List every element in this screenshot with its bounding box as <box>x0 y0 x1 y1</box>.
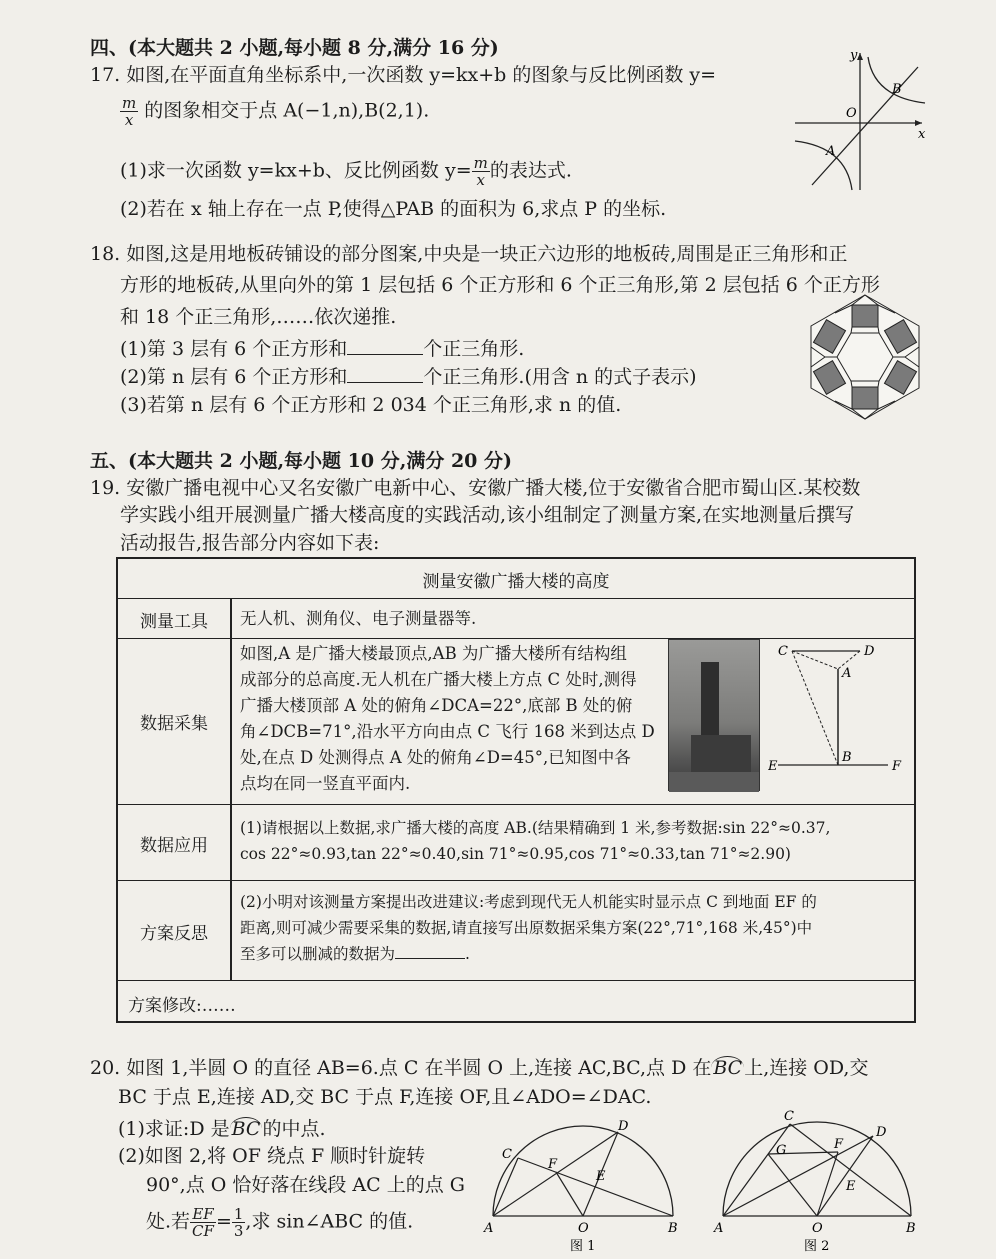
frac-den: CF <box>192 1222 214 1240</box>
label-b: B <box>906 1221 916 1236</box>
tools-label: 测量工具 <box>140 612 208 632</box>
segment-od <box>817 1136 873 1216</box>
collect-line: 如图,A 是广播大楼最顶点,AB 为广播大楼所有结构组 <box>240 644 627 663</box>
label-f: F <box>834 1137 844 1152</box>
q19-report-table <box>116 557 916 1023</box>
label-f: F <box>892 759 902 774</box>
photo-water <box>669 772 759 792</box>
frac-num: m <box>122 94 137 112</box>
frac-num: 1 <box>233 1205 244 1223</box>
reflect-line-last <box>240 941 817 967</box>
label-b: B <box>668 1221 678 1236</box>
q20-p2-pre: 处.若 <box>146 1210 191 1233</box>
label-a: A <box>842 666 852 681</box>
q18-p1-post: 个正三角形. <box>423 338 525 360</box>
table-row-modify <box>118 981 914 1023</box>
q20-line1-post: 上,连接 OD,交 <box>744 1057 869 1079</box>
frac-num: m <box>473 154 488 172</box>
q18-p2-post: 个正三角形.(用含 n 的式子表示) <box>423 366 697 388</box>
apply-line: (1)请根据以上数据,求广播大楼的高度 AB.(结果精确到 1 米,参考数据:sin 22°≈0.37, <box>240 819 831 837</box>
reflect-line: 距离,则可减少需要采集的数据,请直接写出原数据采集方案(22°,71°,168 米,45°)中 <box>240 919 813 937</box>
segment-ad <box>723 1136 873 1216</box>
q20-part2-l3 <box>146 1206 413 1239</box>
segment-ca <box>792 651 838 669</box>
q17-line1: 17. 如图,在平面直角坐标系中,一次函数 y=kx+b 的图象与反比例函数 y= <box>90 64 717 86</box>
segment-of <box>556 1172 583 1216</box>
q20-line1 <box>90 1055 868 1081</box>
apply-line: cos 22°≈0.93,tan 22°≈0.40,sin 71°≈0.95,cos 71°≈0.33,tan 71°≈2.90) <box>240 845 791 863</box>
q20-frac-ef-cf <box>190 1206 216 1239</box>
q17-fraction <box>120 95 138 128</box>
tile-square <box>852 305 878 327</box>
collect-label: 数据采集 <box>140 714 208 734</box>
q17-p1-post: 的表达式. <box>489 159 572 182</box>
label-e: E <box>846 1179 856 1194</box>
q18-part2 <box>120 364 697 390</box>
table-row-reflect <box>118 881 914 981</box>
q18-line2: 方形的地板砖,从里向外的第 1 层包括 6 个正方形和 6 个正三角形,第 2 层包括 6 个正方形 <box>120 274 880 296</box>
label-f: F <box>548 1157 558 1172</box>
apply-label: 数据应用 <box>140 836 208 856</box>
q20-part2-l2: 90°,点 O 恰好落在线段 AC 上的点 G <box>146 1174 465 1196</box>
label-e: E <box>596 1169 606 1184</box>
table-title-row <box>118 559 914 599</box>
tile-square <box>852 387 878 409</box>
col-divider <box>230 881 232 981</box>
label-b: B <box>842 750 852 765</box>
reflect-line: 至多可以删减的数据为 <box>240 945 396 963</box>
section-4-header: 四、(本大题共 2 小题,每小题 8 分,满分 16 分) <box>90 37 499 59</box>
q20-arc-bc: BC <box>713 1057 743 1079</box>
q18-line1: 18. 如图,这是用地板砖铺设的部分图案,中央是一块正六边形的地板砖,周围是正三角形和正 <box>90 243 848 265</box>
label-a: A <box>826 144 836 159</box>
reflect-label: 方案反思 <box>140 924 208 944</box>
apply-text <box>240 815 830 867</box>
label-a: A <box>484 1221 494 1236</box>
q20-figure-2 <box>708 1100 918 1252</box>
q20-p1-post: 的中点. <box>262 1118 326 1140</box>
label-c: C <box>784 1109 794 1124</box>
q20-line2: BC 于点 E,连接 AD,交 BC 于点 F,连接 OF,且∠ADO=∠DAC. <box>118 1086 652 1108</box>
collect-text <box>240 641 655 797</box>
frac-den: x <box>124 111 134 129</box>
x-arrow-icon <box>915 120 922 126</box>
collect-line: 角∠DCB=71°,沿水平方向由点 C 飞行 168 米到达点 D <box>240 722 655 741</box>
figure-2-caption: 图 2 <box>804 1239 830 1252</box>
label-o: O <box>846 106 857 121</box>
q18-p2-pre: (2)第 n 层有 6 个正方形和 <box>120 366 348 388</box>
label-o: O <box>578 1221 589 1236</box>
y-arrow-icon <box>857 53 863 60</box>
q17-line2-text: 的图象相交于点 A(−1,n),B(2,1). <box>144 99 430 122</box>
q20-part2-l1: (2)如图 2,将 OF 绕点 F 顺时针旋转 <box>118 1145 426 1167</box>
q18-part1 <box>120 336 524 362</box>
hyperbola-q3 <box>795 141 852 190</box>
collect-line: 处,在点 D 处测得点 A 处的俯角∠D=45°,已知图中各 <box>240 748 631 767</box>
collect-line: 广播大楼顶部 A 处的俯角∠DCA=22°,底部 B 处的俯 <box>240 696 633 715</box>
q18-line3: 和 18 个正三角形,……依次递推. <box>120 306 397 328</box>
building-photo <box>668 639 760 791</box>
tools-value: 无人机、测角仪、电子测量器等. <box>240 609 477 628</box>
figure-1-caption: 图 1 <box>570 1239 596 1252</box>
label-d: D <box>864 644 875 659</box>
q20-line1-text: 20. 如图 1,半圆 O 的直径 AB=6.点 C 在半圆 O 上,连接 AC,BC,点 D 在 <box>90 1057 712 1079</box>
q20-frac-1-3 <box>232 1206 246 1239</box>
table-row-tools <box>118 599 914 639</box>
segment-go <box>768 1154 817 1216</box>
segment-of <box>817 1152 838 1216</box>
q18-tiling-figure <box>800 292 930 422</box>
q18-part3: (3)若第 n 层有 6 个正方形和 2 034 个正三角形,求 n 的值. <box>120 394 622 416</box>
table-title: 测量安徽广播大楼的高度 <box>422 572 610 592</box>
label-d: D <box>618 1119 629 1134</box>
q17-p1-fraction <box>472 155 490 188</box>
q18-p1-blank <box>347 337 423 355</box>
q17-part2: (2)若在 x 轴上存在一点 P,使得△PAB 的面积为 6,求点 P 的坐标. <box>120 198 667 220</box>
q19-line3: 活动报告,报告部分内容如下表: <box>120 532 380 554</box>
q19-line2: 学实践小组开展测量广播大楼高度的实践活动,该小组制定了测量方案,在实地测量后撰写 <box>120 504 855 526</box>
collect-line: 点均在同一竖直平面内. <box>240 774 411 793</box>
q18-p2-blank <box>347 365 423 383</box>
q20-arc-bc: BC <box>231 1118 261 1140</box>
label-o: O <box>812 1221 823 1236</box>
label-c: C <box>778 644 788 659</box>
q19-figure <box>768 639 914 805</box>
label-c: C <box>502 1147 512 1162</box>
frac-num: EF <box>190 1206 216 1223</box>
q17-p1-pre: (1)求一次函数 y=kx+b、反比例函数 y= <box>120 159 472 182</box>
col-divider <box>230 805 232 881</box>
collect-line: 成部分的总高度.无人机在广播大楼上方点 C 处时,测得 <box>240 670 637 689</box>
line-kx-b <box>812 67 918 185</box>
photo-building <box>691 735 751 775</box>
frac-den: 3 <box>233 1222 244 1240</box>
label-d: D <box>876 1125 887 1140</box>
label-y: y <box>850 48 858 63</box>
semicircle <box>493 1126 673 1216</box>
q19-line1: 19. 安徽广播电视中心又名安徽广电新中心、安徽广播大楼,位于安徽省合肥市蜀山区.某校数 <box>90 477 861 499</box>
label-x: x <box>918 127 926 142</box>
col-divider <box>230 639 232 805</box>
label-e: E <box>768 759 778 774</box>
reflect-line: (2)小明对该测量方案提出改进建议:考虑到现代无人机能实时显示点 C 到地面 EF 的 <box>240 893 817 911</box>
q17-part1 <box>120 155 572 188</box>
reflect-end: . <box>465 945 470 963</box>
q20-p2-post: ,求 sin∠ABC 的值. <box>245 1210 414 1233</box>
q20-figure-1 <box>478 1100 688 1252</box>
reflect-text <box>240 889 817 967</box>
q17-line2 <box>120 95 429 128</box>
label-g: G <box>776 1143 787 1158</box>
label-a: A <box>714 1221 724 1236</box>
q17-figure <box>790 45 935 195</box>
segment-cb <box>792 651 838 765</box>
table-row-collect <box>118 639 914 805</box>
reflect-blank <box>395 943 465 959</box>
q20-eq: = <box>215 1210 232 1233</box>
modify-label: 方案修改:…… <box>128 996 236 1016</box>
label-b: B <box>892 82 902 97</box>
section-5-header: 五、(本大题共 2 小题,每小题 10 分,满分 20 分) <box>90 450 512 472</box>
col-divider <box>230 599 232 639</box>
q18-p1-pre: (1)第 3 层有 6 个正方形和 <box>120 338 348 360</box>
table-row-apply <box>118 805 914 881</box>
q20-part1 <box>118 1116 326 1142</box>
frac-den: x <box>476 171 485 189</box>
q20-p1-pre: (1)求证:D 是 <box>118 1118 230 1140</box>
